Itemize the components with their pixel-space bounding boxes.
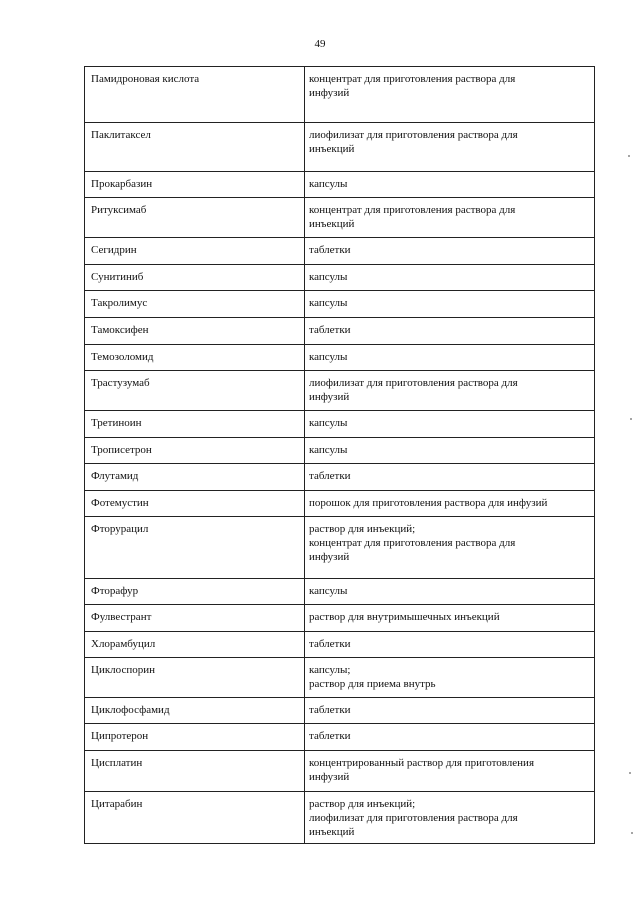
table-body <box>85 67 595 844</box>
dosage-form-line: инфузий <box>309 87 350 99</box>
dosage-form-line: раствор для инъекций; <box>309 523 416 535</box>
dosage-form-cell <box>305 491 595 517</box>
table-row <box>85 605 595 632</box>
scan-speck <box>631 832 633 834</box>
dosage-form-line: раствор для инъекций; <box>309 798 416 810</box>
dosage-form-cell <box>305 698 595 724</box>
dosage-form-line: капсулы <box>309 271 348 283</box>
table-row <box>85 632 595 658</box>
dosage-form-line: инъекций <box>309 143 355 155</box>
dosage-form-cell <box>305 632 595 658</box>
drug-name-cell: Ритуксимаб <box>85 198 305 238</box>
drug-name-cell: Тамоксифен <box>85 318 305 345</box>
dosage-form-line: раствор для приема внутрь <box>309 678 436 690</box>
table-row <box>85 345 595 371</box>
dosage-form-cell <box>305 751 595 792</box>
drug-name-cell: Паклитаксел <box>85 123 305 172</box>
table-row <box>85 517 595 579</box>
table-row <box>85 238 595 265</box>
drug-name-cell: Такролимус <box>85 291 305 318</box>
table-row <box>85 491 595 517</box>
table-row <box>85 318 595 345</box>
dosage-form-cell <box>305 464 595 491</box>
table-row <box>85 411 595 438</box>
drug-table <box>84 66 595 844</box>
drug-name-cell: Прокарбазин <box>85 172 305 198</box>
table-row <box>85 792 595 844</box>
dosage-form-cell <box>305 438 595 464</box>
drug-name-cell: Циклофосфамид <box>85 698 305 724</box>
dosage-form-line: инфузий <box>309 391 350 403</box>
dosage-form-line: концентрат для приготовления раствора для <box>309 537 516 549</box>
drug-name-cell: Ципротерон <box>85 724 305 751</box>
table-row <box>85 371 595 411</box>
dosage-form-cell <box>305 605 595 632</box>
drug-name-cell: Хлорамбуцил <box>85 632 305 658</box>
dosage-form-cell <box>305 371 595 411</box>
table-row <box>85 265 595 291</box>
drug-name-cell: Цитарабин <box>85 792 305 844</box>
dosage-form-cell <box>305 238 595 265</box>
dosage-form-cell <box>305 67 595 123</box>
dosage-form-line: таблетки <box>309 470 351 482</box>
table-row <box>85 751 595 792</box>
dosage-form-line: раствор для внутримышечных инъекций <box>309 611 500 623</box>
dosage-form-line: концентрат для приготовления раствора для <box>309 73 516 85</box>
table-row <box>85 464 595 491</box>
drug-name-cell: Темозоломид <box>85 345 305 371</box>
dosage-form-line: таблетки <box>309 704 351 716</box>
dosage-form-cell <box>305 123 595 172</box>
dosage-form-cell <box>305 658 595 698</box>
dosage-form-line: капсулы; <box>309 664 351 676</box>
dosage-form-line: капсулы <box>309 444 348 456</box>
table-row <box>85 698 595 724</box>
drug-name-cell: Фотемустин <box>85 491 305 517</box>
page-number: 49 <box>314 38 326 50</box>
table-row <box>85 438 595 464</box>
dosage-form-line: порошок для приготовления раствора для инфузий <box>309 497 548 509</box>
scan-speck <box>628 155 630 157</box>
table-row <box>85 198 595 238</box>
dosage-form-line: инъекций <box>309 826 355 838</box>
dosage-form-line: капсулы <box>309 351 348 363</box>
drug-name-cell: Флутамид <box>85 464 305 491</box>
dosage-form-cell <box>305 517 595 579</box>
dosage-form-cell <box>305 411 595 438</box>
table-row <box>85 724 595 751</box>
dosage-form-cell <box>305 318 595 345</box>
drug-name-cell: Фторафур <box>85 579 305 605</box>
dosage-form-line: концентрированный раствор для приготовления <box>309 757 535 769</box>
drug-name-cell: Фулвестрант <box>85 605 305 632</box>
dosage-form-line: лиофилизат для приготовления раствора для <box>309 812 518 824</box>
dosage-form-line: таблетки <box>309 244 351 256</box>
table-row <box>85 658 595 698</box>
dosage-form-line: инфузий <box>309 771 350 783</box>
dosage-form-line: таблетки <box>309 730 351 742</box>
drug-name-cell: Сунитиниб <box>85 265 305 291</box>
dosage-form-line: инъекций <box>309 218 355 230</box>
dosage-form-line: таблетки <box>309 638 351 650</box>
table-row <box>85 172 595 198</box>
dosage-form-line: лиофилизат для приготовления раствора для <box>309 377 518 389</box>
dosage-form-cell <box>305 724 595 751</box>
drug-name-cell: Трастузумаб <box>85 371 305 411</box>
dosage-form-line: капсулы <box>309 417 348 429</box>
dosage-form-line: капсулы <box>309 585 348 597</box>
drug-name-cell: Фторурацил <box>85 517 305 579</box>
drug-name-cell: Цисплатин <box>85 751 305 792</box>
dosage-form-cell <box>305 345 595 371</box>
dosage-form-cell <box>305 265 595 291</box>
dosage-form-line: инфузий <box>309 551 350 563</box>
dosage-form-line: капсулы <box>309 297 348 309</box>
scan-speck <box>630 418 632 420</box>
dosage-form-cell <box>305 198 595 238</box>
dosage-form-cell <box>305 579 595 605</box>
drug-name-cell: Сегидрин <box>85 238 305 265</box>
dosage-form-line: таблетки <box>309 324 351 336</box>
dosage-form-cell <box>305 172 595 198</box>
dosage-form-line: капсулы <box>309 178 348 190</box>
table-row <box>85 67 595 123</box>
drug-name-cell: Циклоспорин <box>85 658 305 698</box>
dosage-form-cell <box>305 291 595 318</box>
drug-name-cell: Трописетрон <box>85 438 305 464</box>
scan-speck <box>629 772 631 774</box>
drug-name-cell: Памидроновая кислота <box>85 67 305 123</box>
table-row <box>85 579 595 605</box>
table-row <box>85 123 595 172</box>
dosage-form-cell <box>305 792 595 844</box>
table-row <box>85 291 595 318</box>
dosage-form-line: лиофилизат для приготовления раствора для <box>309 129 518 141</box>
dosage-form-line: концентрат для приготовления раствора для <box>309 204 516 216</box>
drug-name-cell: Третиноин <box>85 411 305 438</box>
